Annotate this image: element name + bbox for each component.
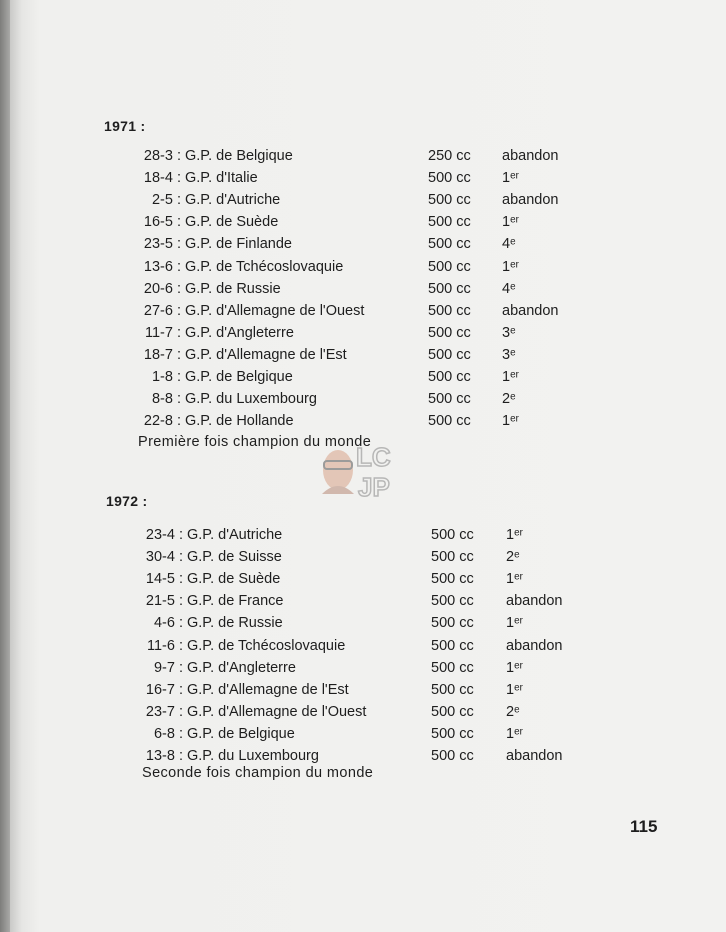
result-row	[0, 300, 726, 322]
race-date: 22-8 :	[143, 413, 181, 430]
race-date: 11-6 :	[146, 637, 183, 654]
race-result: 1ᵉʳ	[506, 725, 523, 742]
grand-prix-name: G.P. d'Allemagne de l'Ouest	[187, 703, 367, 720]
race-date: 9-7 :	[153, 659, 183, 676]
engine-class: 500 cc	[428, 192, 471, 209]
grand-prix-name: G.P. d'Allemagne de l'Ouest	[185, 302, 365, 319]
engine-class: 500 cc	[428, 258, 471, 275]
engine-class: 500 cc	[431, 725, 474, 742]
engine-class: 500 cc	[431, 593, 474, 610]
grand-prix-name: G.P. de Russie	[187, 615, 283, 632]
race-date: 16-7 :	[145, 681, 183, 698]
race-date: 8-8 :	[151, 391, 181, 408]
race-date: 27-6 :	[143, 302, 181, 319]
result-row	[0, 590, 726, 612]
engine-class: 500 cc	[428, 280, 471, 297]
engine-class: 500 cc	[431, 571, 474, 588]
race-date: 2-5 :	[151, 192, 181, 209]
grand-prix-name: G.P. d'Autriche	[187, 527, 283, 543]
race-result: abandon	[502, 192, 559, 209]
race-date: 13-8 :	[145, 748, 183, 764]
race-result: 1ᵉʳ	[506, 615, 523, 632]
engine-class: 500 cc	[428, 302, 471, 319]
result-row	[0, 322, 726, 344]
race-date: 23-5 :	[143, 236, 181, 253]
grand-prix-name: G.P. du Luxembourg	[187, 748, 319, 764]
engine-class: 500 cc	[428, 369, 471, 385]
year-heading-1972: 1972 :	[106, 493, 148, 509]
race-result: abandon	[506, 637, 563, 654]
result-row	[0, 612, 726, 634]
result-row	[0, 189, 726, 211]
race-result: 4ᵉ	[502, 236, 516, 253]
year-heading-1971: 1971 :	[104, 118, 146, 134]
race-date: 21-5 :	[145, 593, 183, 610]
grand-prix-name: G.P. d'Allemagne de l'Est	[185, 346, 347, 363]
grand-prix-name: G.P. de Russie	[185, 280, 281, 297]
result-row	[0, 366, 726, 388]
engine-class: 500 cc	[431, 527, 474, 543]
grand-prix-name: G.P. de Suède	[185, 214, 279, 231]
grand-prix-name: G.P. du Luxembourg	[185, 391, 317, 408]
race-date: 18-7 :	[143, 346, 181, 363]
grand-prix-name: G.P. de Tchécoslovaquie	[185, 258, 344, 275]
race-result: 1ᵉʳ	[506, 527, 523, 543]
grand-prix-name: G.P. d'Allemagne de l'Est	[187, 681, 349, 698]
race-result: 1ᵉʳ	[502, 258, 519, 275]
season-note-1971: Première fois champion du monde	[138, 434, 372, 450]
result-row	[0, 167, 726, 189]
race-date: 14-5 :	[145, 571, 183, 588]
result-row	[0, 344, 726, 366]
result-row	[0, 233, 726, 255]
race-date: 6-8 :	[153, 725, 183, 742]
grand-prix-name: G.P. de France	[187, 593, 284, 610]
race-date: 20-6 :	[143, 280, 181, 297]
result-row	[0, 546, 726, 568]
result-row	[0, 635, 726, 657]
race-date: 13-6 :	[143, 258, 181, 275]
engine-class: 500 cc	[428, 170, 471, 187]
race-date: 1-8 :	[151, 369, 181, 385]
season-note-1972: Seconde fois champion du monde	[142, 765, 374, 781]
grand-prix-name: G.P. de Belgique	[185, 148, 293, 164]
watermark-letters-2: JP	[358, 472, 390, 502]
grand-prix-name: G.P. de Belgique	[185, 369, 293, 385]
race-result: 3ᵉ	[502, 346, 516, 363]
page-binding-shadow	[0, 0, 10, 932]
race-date: 18-4 :	[143, 170, 181, 187]
race-date: 4-6 :	[153, 615, 183, 632]
result-row	[0, 145, 726, 167]
result-row	[0, 410, 726, 432]
race-date: 11-7 :	[144, 324, 181, 341]
grand-prix-name: G.P. de Belgique	[187, 725, 295, 742]
race-date: 16-5 :	[143, 214, 181, 231]
race-date: 30-4 :	[145, 549, 183, 566]
result-row	[0, 723, 726, 745]
grand-prix-name: G.P. d'Angleterre	[187, 659, 296, 676]
engine-class: 500 cc	[431, 637, 474, 654]
engine-class: 500 cc	[428, 324, 471, 341]
grand-prix-name: G.P. de Suisse	[187, 549, 282, 566]
result-row	[0, 524, 726, 546]
result-row	[0, 256, 726, 278]
race-result: 1ᵉʳ	[502, 170, 519, 187]
race-result: 1ᵉʳ	[502, 369, 519, 385]
engine-class: 500 cc	[431, 549, 474, 566]
watermark-letters: LC	[356, 442, 391, 472]
result-row	[0, 657, 726, 679]
engine-class: 500 cc	[431, 703, 474, 720]
grand-prix-name: G.P. d'Italie	[185, 170, 258, 187]
race-result: 1ᵉʳ	[502, 214, 519, 231]
grand-prix-name: G.P. d'Angleterre	[185, 324, 294, 341]
race-result: 2ᵉ	[506, 549, 520, 566]
page-number: 115	[630, 817, 658, 836]
result-row	[0, 568, 726, 590]
race-result: abandon	[506, 593, 563, 610]
result-row	[0, 745, 726, 767]
engine-class: 500 cc	[428, 413, 471, 430]
race-result: 1ᵉʳ	[506, 571, 523, 588]
grand-prix-name: G.P. de Finlande	[185, 236, 292, 253]
engine-class: 500 cc	[431, 748, 474, 764]
engine-class: 500 cc	[431, 681, 474, 698]
race-result: abandon	[502, 302, 559, 319]
race-date: 23-7 :	[145, 703, 183, 720]
engine-class: 500 cc	[428, 391, 471, 408]
engine-class: 500 cc	[428, 236, 471, 253]
race-result: abandon	[502, 148, 559, 164]
race-result: 1ᵉʳ	[506, 659, 523, 676]
engine-class: 500 cc	[431, 615, 474, 632]
watermark-logo	[312, 436, 412, 502]
grand-prix-name: G.P. de Suède	[187, 571, 281, 588]
grand-prix-name: G.P. de Tchécoslovaquie	[187, 637, 346, 654]
result-row	[0, 701, 726, 723]
race-result: 1ᵉʳ	[506, 681, 523, 698]
result-row	[0, 679, 726, 701]
grand-prix-name: G.P. d'Autriche	[185, 192, 281, 209]
race-date: 23-4 :	[145, 527, 183, 543]
race-result: 1ᵉʳ	[502, 413, 519, 430]
race-result: 2ᵉ	[506, 703, 520, 720]
race-date: 28-3 :	[143, 148, 181, 164]
engine-class: 500 cc	[428, 214, 471, 231]
grand-prix-name: G.P. de Hollande	[185, 413, 294, 430]
engine-class: 250 cc	[428, 148, 471, 164]
race-result: 3ᵉ	[502, 324, 516, 341]
engine-class: 500 cc	[428, 346, 471, 363]
result-row	[0, 388, 726, 410]
result-row	[0, 278, 726, 300]
result-row	[0, 211, 726, 233]
race-result: 2ᵉ	[502, 391, 516, 408]
engine-class: 500 cc	[431, 659, 474, 676]
race-result: abandon	[506, 748, 563, 764]
race-result: 4ᵉ	[502, 280, 516, 297]
